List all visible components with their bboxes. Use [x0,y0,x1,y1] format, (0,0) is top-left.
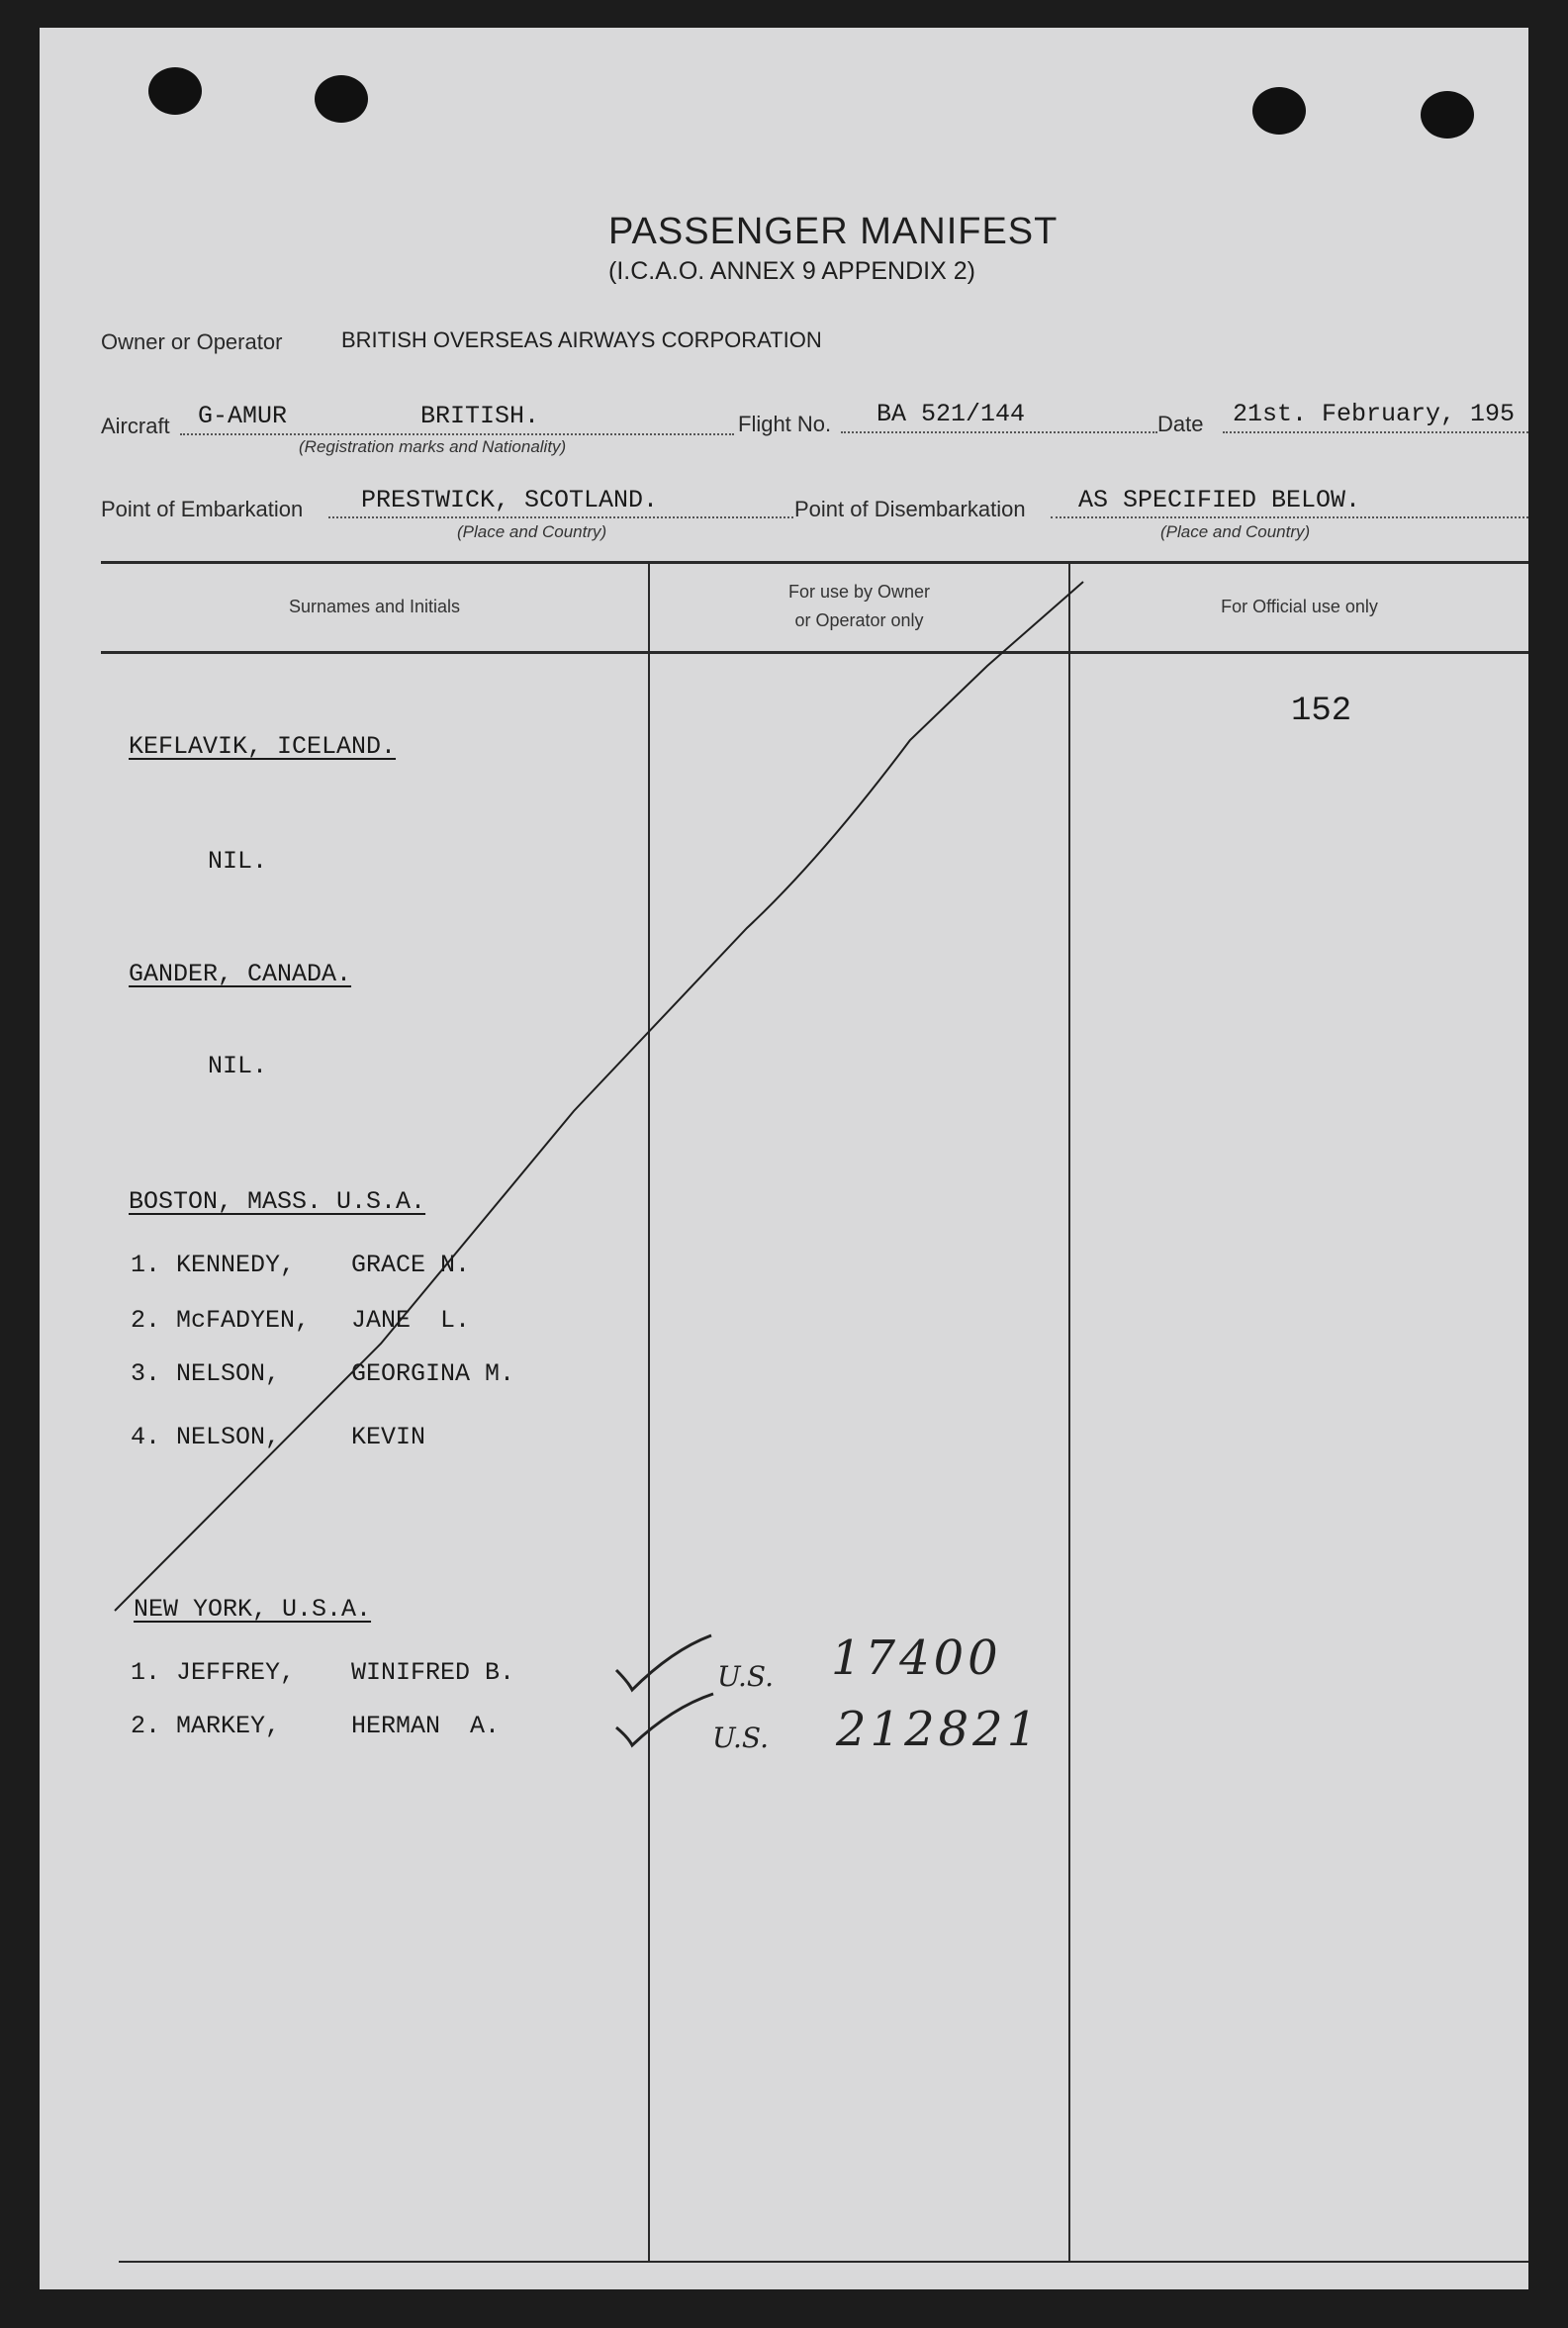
embarkation-caption: (Place and Country) [457,522,607,541]
aircraft-label: Aircraft [101,414,170,438]
aircraft-nationality: BRITISH. [420,402,540,430]
page-title: PASSENGER MANIFEST [608,211,1059,252]
manifest-page [40,28,1528,2289]
handwritten-number: 17400 [831,1630,1002,1686]
passenger-num: 2. [131,1712,161,1740]
diagonal-strike-line [115,582,1083,1611]
passenger-surname: MARKEY, [176,1712,281,1740]
disembarkation-label: Point of Disembarkation [794,497,1026,521]
date-value: 21st. February, 195 [1233,400,1516,428]
passenger-given: WINIFRED B. [351,1658,515,1687]
keflavik-nil: NIL. [208,847,268,876]
flight-label: Flight No. [738,412,832,436]
owner-value: BRITISH OVERSEAS AIRWAYS CORPORATION [341,327,822,352]
disembarkation-value: AS SPECIFIED BELOW. [1078,486,1361,514]
passenger-surname: JEFFREY, [176,1658,296,1687]
column-header-owner-line2: or Operator only [794,610,924,630]
section-heading-keflavik: KEFLAVIK, ICELAND. [129,732,397,761]
owner-label: Owner or Operator [101,329,283,354]
passenger-num: 4. [131,1423,161,1451]
passenger-num: 2. [131,1306,161,1335]
handwritten-prefix: U.S. [712,1722,770,1754]
handwritten-number: 212821 [836,1702,1042,1757]
passenger-given: HERMAN A. [351,1712,501,1740]
page-subtitle: (I.C.A.O. ANNEX 9 APPENDIX 2) [608,257,975,285]
passenger-given: GRACE N. [351,1251,471,1279]
passenger-num: 1. [131,1658,161,1687]
official-number: 152 [1291,693,1352,730]
section-heading-gander: GANDER, CANADA. [129,960,352,988]
section-heading-boston: BOSTON, MASS. U.S.A. [129,1187,426,1216]
section-heading-newyork: NEW YORK, U.S.A. [134,1595,372,1624]
handwritten-tick-marks [40,28,1528,2289]
passenger-num: 3. [131,1359,161,1388]
passenger-given: JANE L. [351,1306,471,1335]
passenger-given: GEORGINA M. [351,1359,515,1388]
embarkation-label: Point of Embarkation [101,497,304,521]
date-label: Date [1157,412,1204,436]
passenger-surname: NELSON, [176,1423,281,1451]
passenger-num: 1. [131,1251,161,1279]
aircraft-caption: (Registration marks and Nationality) [299,437,567,456]
column-header-official: For Official use only [1221,597,1378,616]
column-header-owner-line1: For use by Owner [787,582,931,602]
passenger-given: KEVIN [351,1423,426,1451]
aircraft-registration: G-AMUR [198,402,288,430]
embarkation-value: PRESTWICK, SCOTLAND. [361,486,659,514]
disembarkation-caption: (Place and Country) [1160,522,1311,541]
handwritten-prefix: U.S. [717,1660,775,1693]
passenger-surname: NELSON, [176,1359,281,1388]
passenger-surname: McFADYEN, [176,1306,311,1335]
column-header-names: Surnames and Initials [288,597,461,616]
gander-nil: NIL. [208,1052,268,1080]
flight-value: BA 521/144 [876,400,1026,428]
passenger-surname: KENNEDY, [176,1251,296,1279]
